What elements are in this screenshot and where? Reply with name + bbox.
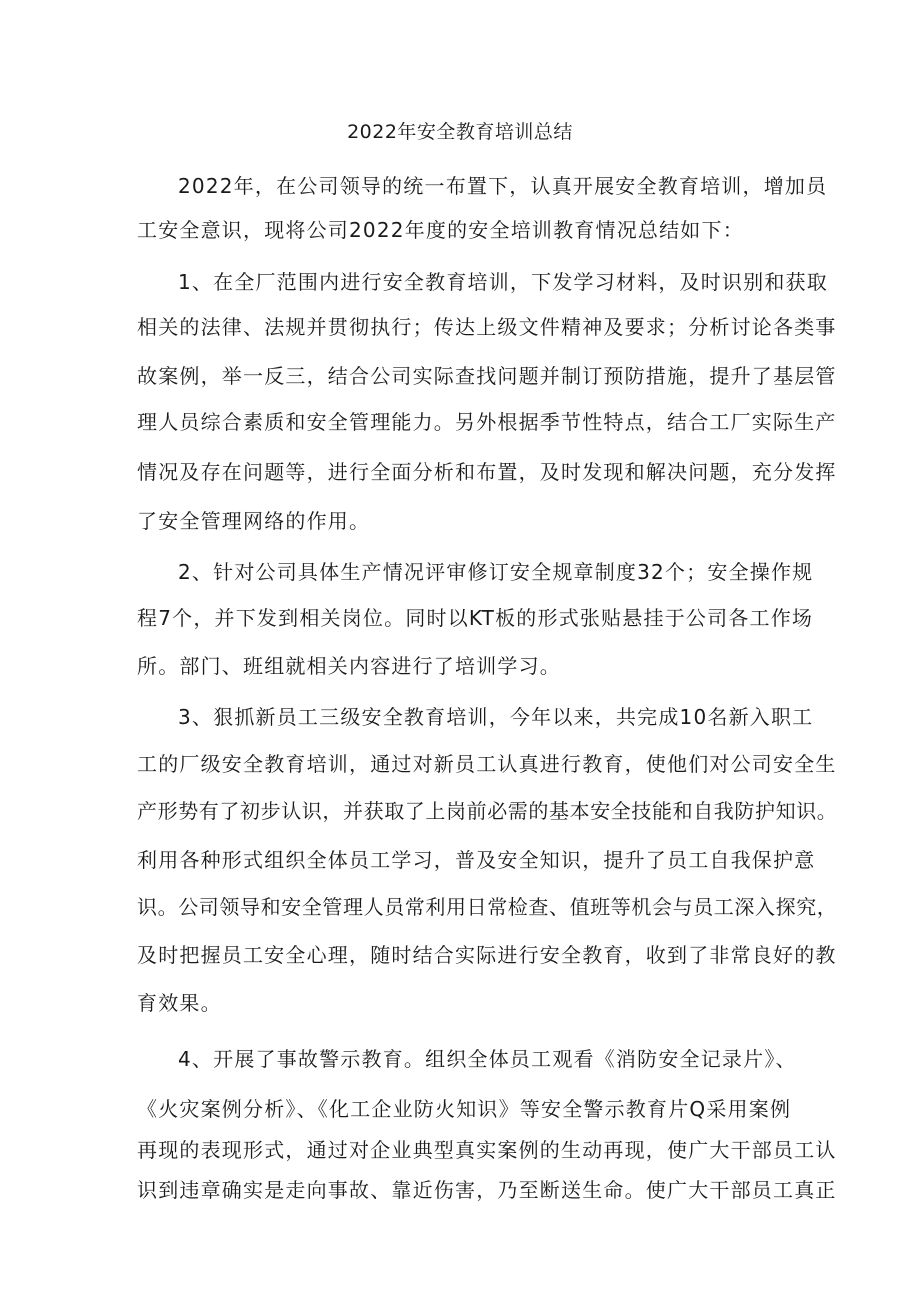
- paragraph-2-line-1: 2、针对公司具体生产情况评审修订安全规章制度32个；安全操作规: [178, 560, 814, 584]
- paragraph-intro-line-1: 2022年，在公司领导的统一布置下，认真开展安全教育培训，增加员: [178, 174, 828, 198]
- paragraph-1-line-3: 故案例，举一反三，结合公司实际查找问题并制订预防措施，提升了基层管: [137, 364, 837, 388]
- paragraph-2-line-3: 所。部门、班组就相关内容进行了培训学习。: [137, 654, 561, 678]
- paragraph-4-line-1: 4、开展了事故警示教育。组织全体员工观看《消防安全记录片》、: [178, 1047, 797, 1071]
- paragraph-1-line-1: 1、在全厂范围内进行安全教育培训，下发学习材料，及时识别和获取: [178, 270, 828, 294]
- paragraph-2-line-2: 程7个，并下发到相关岗位。同时以KT板的形式张贴悬挂于公司各工作场: [137, 606, 814, 630]
- paragraph-1-line-4: 理人员综合素质和安全管理能力。另外根据季节性特点，结合工厂实际生产: [137, 410, 837, 434]
- paragraph-3-line-6: 及时把握员工安全心理，随时结合实际进行安全教育，收到了非常良好的教: [137, 943, 837, 967]
- paragraph-3-line-7: 育效果。: [137, 991, 222, 1015]
- paragraph-4-line-3: 再现的表现形式，通过对企业典型真实案例的生动再现，使广大干部员工认: [137, 1138, 837, 1162]
- paragraph-3-line-4: 利用各种形式组织全体员工学习，普及安全知识，提升了员工自我保护意: [137, 848, 816, 872]
- document-title: 2022年安全教育培训总结: [347, 121, 573, 143]
- paragraph-3-line-5: 识。公司领导和安全管理人员常利用日常检查、值班等机会与员工深入探究，: [137, 895, 838, 919]
- paragraph-3-line-3: 产形势有了初步认识，并获取了上岗前必需的基本安全技能和自我防护知识。: [137, 799, 838, 823]
- paragraph-4-line-4: 识到违章确实是走向事故、靠近伤害，乃至断送生命。使广大干部员工真正: [137, 1178, 837, 1202]
- paragraph-1-line-2: 相关的法律、法规并贯彻执行；传达上级文件精神及要求；分析讨论各类事: [137, 315, 837, 339]
- paragraph-1-line-6: 了安全管理网络的作用。: [137, 509, 371, 533]
- paragraph-1-line-5: 情况及存在问题等，进行全面分析和布置，及时发现和解决问题，充分发挥: [137, 460, 837, 484]
- paragraph-3-line-1: 3、狠抓新员工三级安全教育培训，今年以来，共完成10名新入职工: [178, 705, 814, 729]
- paragraph-3-line-2: 工的厂级安全教育培训，通过对新员工认真进行教育，使他们对公司安全生: [137, 752, 837, 776]
- paragraph-intro-line-2: 工安全意识，现将公司2022年度的安全培训教育情况总结如下：: [137, 218, 744, 242]
- paragraph-4-line-2: 《火灾案例分析》、《化工企业防火知识》等安全警示教育片Q采用案例: [137, 1097, 792, 1121]
